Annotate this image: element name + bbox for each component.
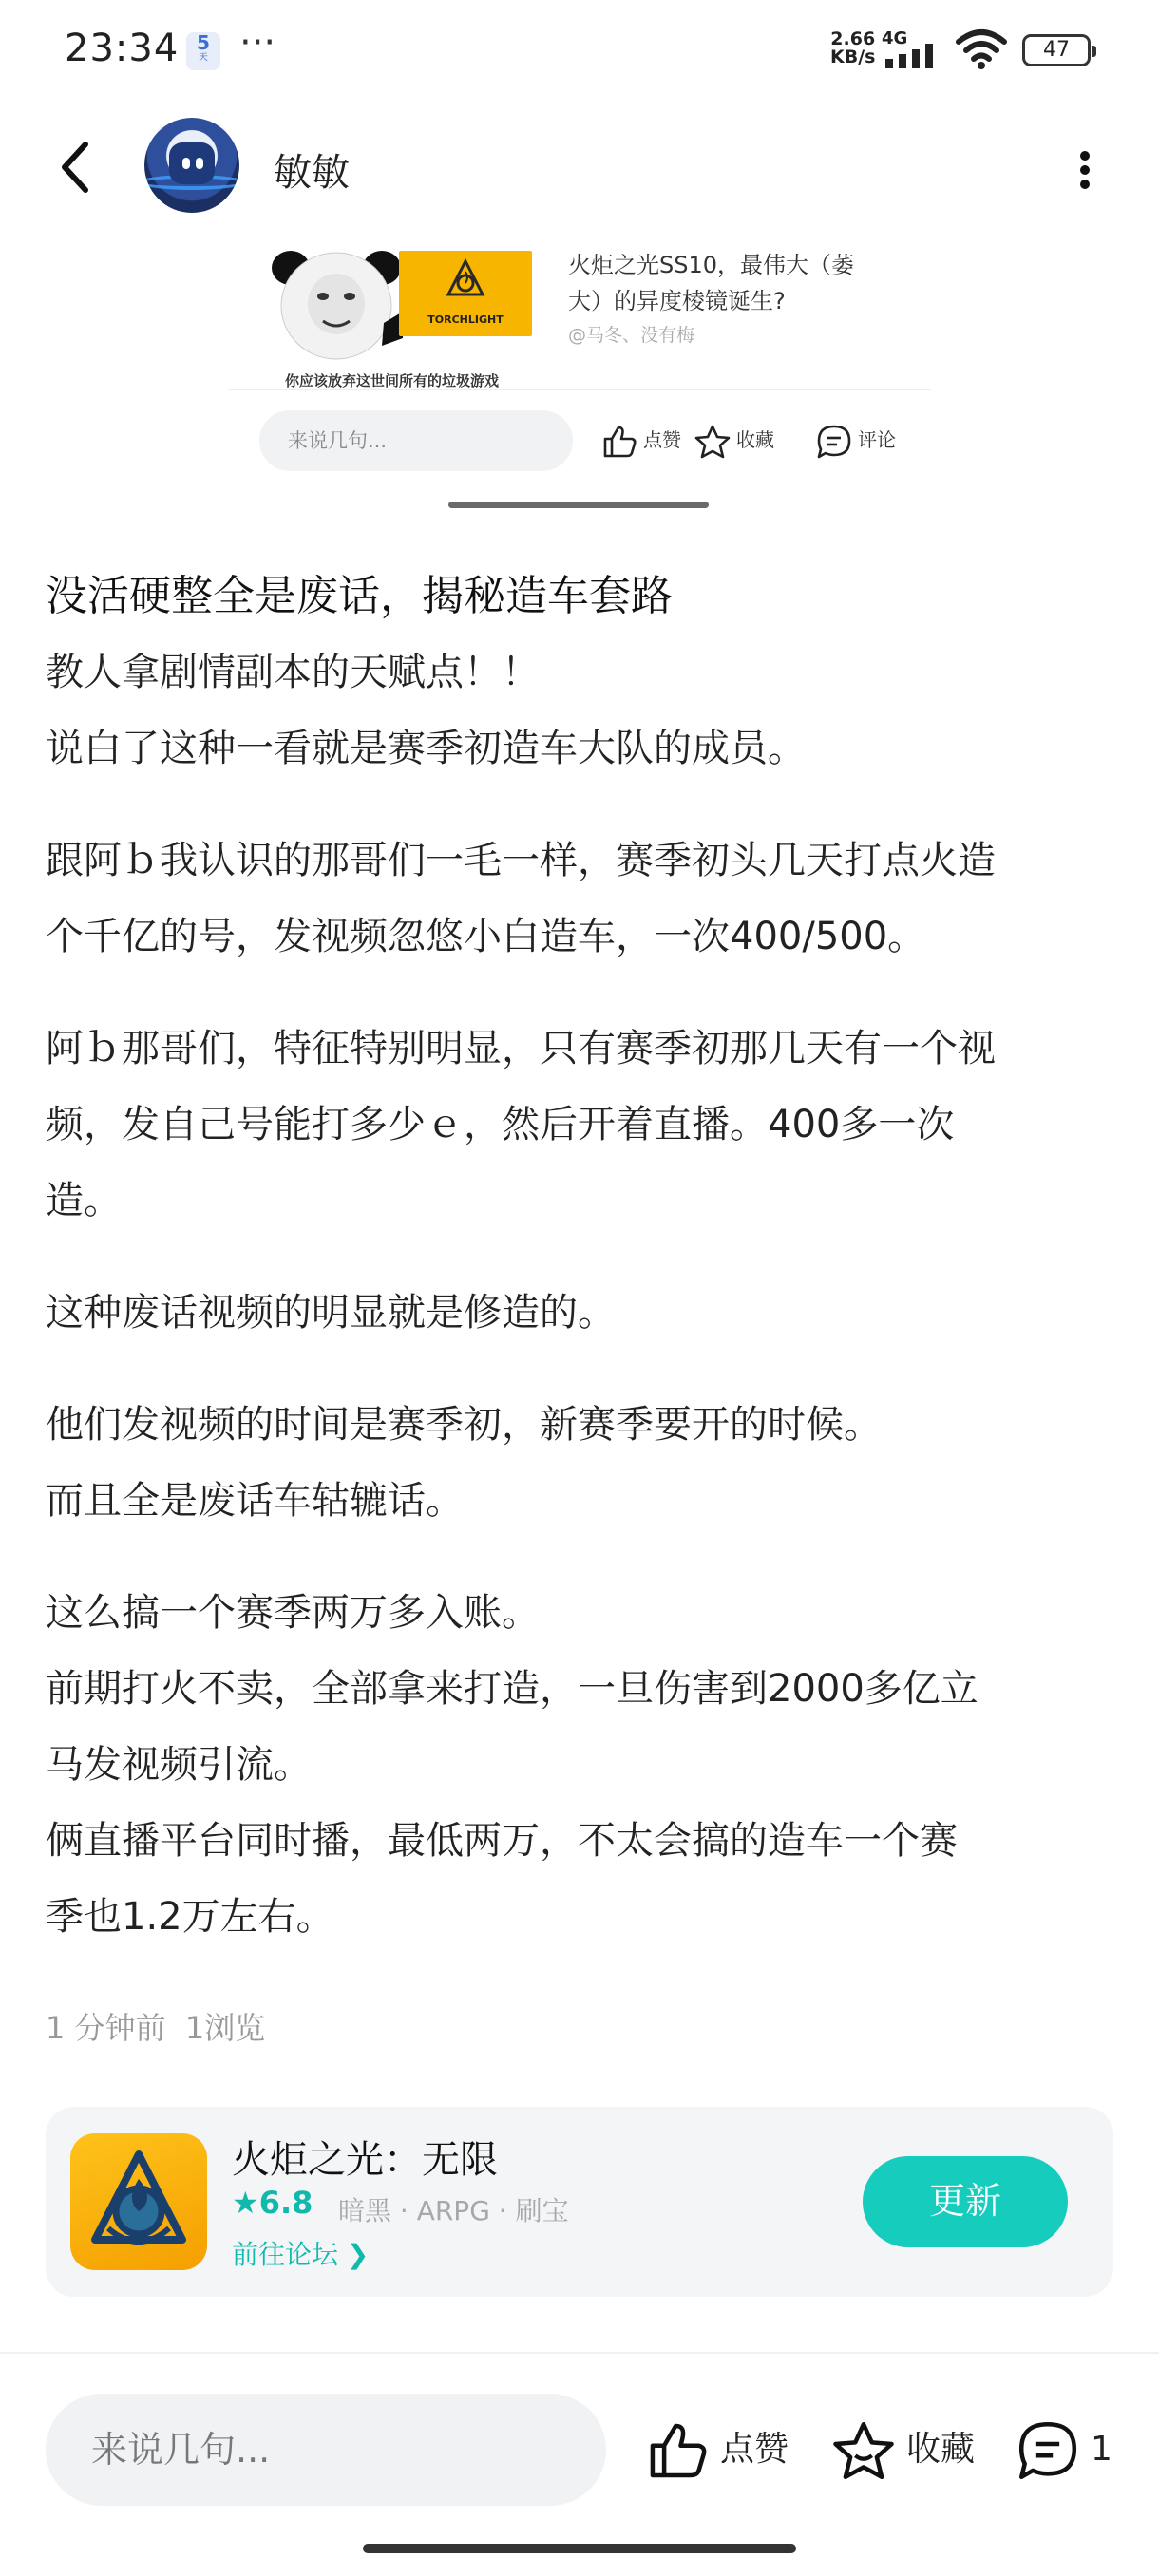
bottom-action-bar [0,2354,1159,2576]
forum-link[interactable] [232,2234,369,2272]
game-tags: 暗黑 · ARPG · 刷宝 [338,2195,569,2226]
post-line: 俩直播平台同时播，最低两万，不太会搞的造车一个赛 [46,1819,958,1863]
preview-divider [228,389,931,390]
image-caption: 你应该放弃这世间所有的垃圾游戏 [285,372,500,389]
post-paragraph [46,1575,1119,1955]
badge-sub: 天 [199,53,208,63]
post-views: 1浏览 [184,2010,266,2046]
post-line: 这种废话视频的明显就是修造的。 [46,1291,616,1335]
post-line: 个千亿的号，发视频忽悠小白造车，一次400/500。 [46,915,926,958]
panda-meme-image [270,247,403,367]
post-paragraph [46,635,1119,786]
thumbs-up-icon [646,2419,709,2482]
network-type: 4G [882,28,908,48]
post-line: 说白了这种一看就是赛季初造车大队的成员。 [46,727,806,770]
rating-value: 6.8 [258,2185,314,2221]
post-line: 季也1.2万左右。 [46,1895,334,1939]
preview-like-label: 点赞 [643,428,681,451]
net-speed-value: 2.66 [830,28,876,49]
post-body [46,635,1119,1955]
notification-badge-icon [186,32,220,70]
net-speed-unit: KB/s [830,47,876,67]
game-card[interactable] [46,2107,1113,2297]
more-notifications-icon: ··· [239,21,276,65]
comment-count: 1 [1091,2430,1112,2469]
post-paragraph [46,823,1119,975]
avatar[interactable] [144,118,239,213]
back-arrow-icon[interactable] [53,139,99,196]
image-scroll-handle[interactable] [448,502,709,508]
post-line: 教人拿剧情副本的天赋点！！ [46,651,540,694]
avatar-eye-right [196,158,203,169]
favorite-label: 收藏 [906,2430,976,2469]
torchlight-emblem-icon [70,2133,207,2270]
post-title: 没活硬整全是废话，揭秘造车套路 [46,572,673,620]
preview-comment [816,420,896,460]
post-line: 前期打火不卖，全部拿来打造，一旦伤害到2000多亿立 [46,1667,978,1711]
like-label: 点赞 [720,2430,789,2469]
wifi-icon [956,28,1007,70]
post-line: 造。 [46,1179,122,1222]
update-button[interactable]: 更新 [863,2156,1068,2247]
forum-link-label: 前往论坛 [232,2239,339,2270]
post-image-preview[interactable] [228,237,931,404]
avatar-eye-left [182,158,190,169]
preview-title: 火炬之光SS10，最伟大（萎大）的异度棱镜诞生? [568,252,855,314]
post-content [46,559,1119,1991]
preview-author: @马冬、没有梅 [568,325,695,346]
home-indicator[interactable] [363,2544,796,2553]
status-time: 23:34 [65,27,180,70]
star-icon [694,424,731,460]
game-name[interactable]: 火炬之光：无限 [232,2138,498,2182]
rating-star-icon: ★ [232,2185,259,2221]
preview-comment-label: 评论 [858,428,896,451]
preview-like [601,420,681,460]
preview-comment-input: 来说几句... [259,410,573,471]
avatar-face [169,142,215,184]
net-speed [830,30,875,66]
post-line: 阿ｂ那哥们，特征特别明显，只有赛季初那几天有一个视 [46,1027,996,1070]
post-line: 跟阿ｂ我认识的那哥们一毛一样，赛季初头几天打点火造 [46,839,996,882]
comment-button[interactable] [1016,2413,1112,2487]
like-button[interactable] [646,2413,788,2487]
torchlight-logo-icon [445,258,486,300]
post-line: 他们发视频的时间是赛季初，新赛季要开的时候。 [46,1403,882,1447]
post-time: 1 分钟前 [46,2010,166,2046]
preview-favorite-label: 收藏 [736,428,774,451]
post-line: 马发视频引流。 [46,1743,312,1787]
comment-icon [816,424,852,460]
battery-icon: 47 [1022,34,1091,66]
signal-icon [884,44,944,68]
post-line: 频，发自己号能打多少ｅ，然后开着直播。400多一次 [46,1103,955,1146]
chevron-right-icon: ❯ [346,2239,370,2270]
torchlight-card-image [399,251,532,336]
post-line: 这么搞一个赛季两万多入账。 [46,1591,540,1635]
post-header [0,104,1159,228]
game-logo-icon[interactable] [70,2133,207,2270]
comment-input[interactable]: 来说几句... [46,2394,606,2506]
comment-icon [1016,2419,1079,2482]
badge-number: 5 [197,31,210,54]
status-bar [0,0,1159,104]
post-line: 而且全是废话车轱辘话。 [46,1479,464,1523]
game-rating [232,2185,313,2221]
post-paragraph [46,1011,1119,1239]
post-meta [46,2004,265,2048]
favorite-button[interactable] [832,2413,975,2487]
preview-action-bar [259,407,934,473]
post-paragraph [46,1275,1119,1351]
card-text: TORCHLIGHT [428,313,504,326]
star-icon [832,2419,895,2482]
preview-favorite [694,420,774,460]
post-paragraph [46,1387,1119,1539]
more-vertical-icon[interactable] [1068,148,1102,192]
thumbs-up-icon [601,424,637,460]
username[interactable]: 敏敏 [274,151,350,195]
